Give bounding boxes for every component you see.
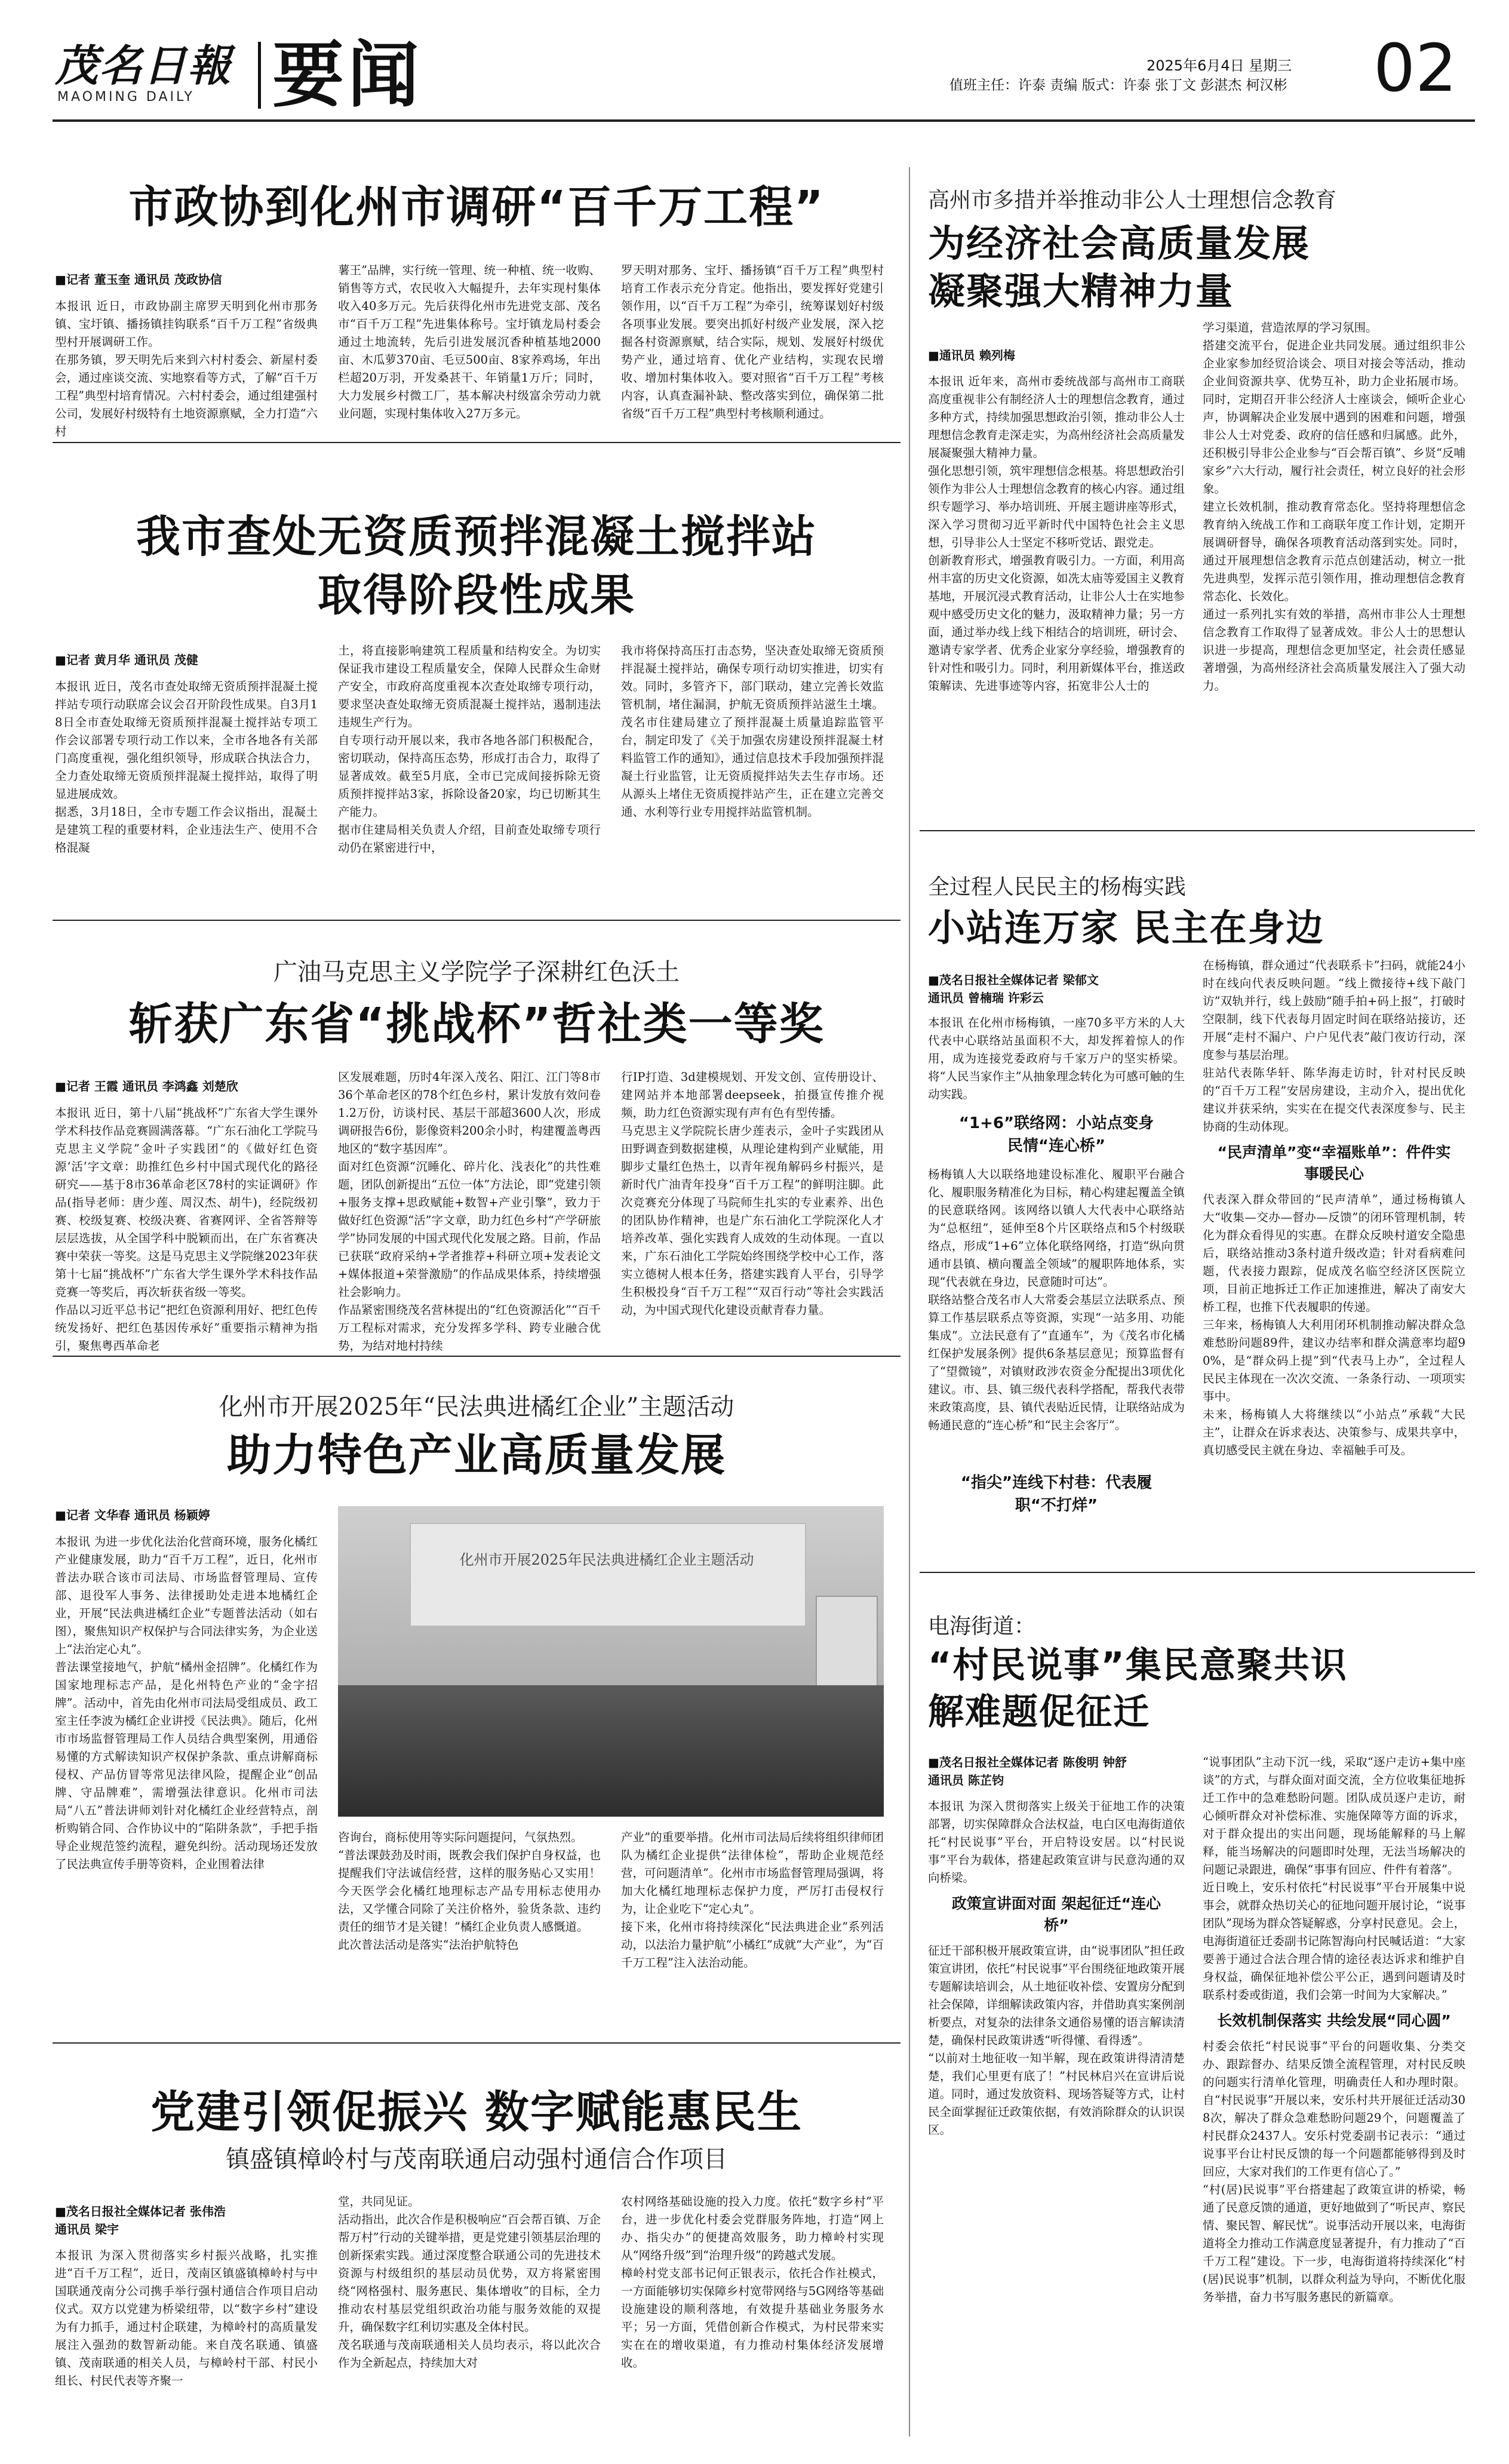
byline-1: ■茂名日报社全媒体记者 张伟浩 bbox=[55, 2204, 226, 2219]
byline: ■记者 文华春 通讯员 杨颖婷 bbox=[55, 1508, 210, 1522]
logo-divider bbox=[258, 42, 261, 109]
section-title: 要闻 bbox=[272, 33, 423, 117]
masthead bbox=[0, 0, 1509, 125]
headline-line-2: 凝聚强大精神力量 bbox=[928, 269, 1234, 313]
kicker: 电海街道： bbox=[928, 1614, 1036, 1639]
kicker: 全过程人民民主的杨梅实践 bbox=[928, 875, 1187, 899]
masthead-rule bbox=[53, 119, 1475, 122]
event-photo bbox=[338, 1506, 884, 1817]
column-2: 土，将直接影响建筑工程质量和结构安全。为切实保证我市建设工程质量安全，保障人民群众生命财产安全，市政府高度重视本次查处取缔专项行动，要求坚决查处取缔无资质混凝土搅拌站，遏制违法违规生产行为。 自专项行动开展以来，我市各地各部门积极配合，密切联动，保持高压态势，形成打击合力，取得了显著成效。截至5月底，全市已完成间接拆除无资质预拌搅拌站3家，拆除设备20家，均已切断其生产能力。 据市住建局相关负责人介绍，目前查处取缔专项行动仍在紧密进行中， bbox=[338, 644, 601, 855]
byline: ■记者 董玉奎 通讯员 茂政协信 bbox=[55, 272, 222, 287]
column-2: 堂，共同见证。 活动指出，此次合作是积极响应“百会帮百镇、万企帮万村”行动的关键举措，更是党建引领基层治理的创新探索实践。通过深度整合联通公司的先进技术资源与村级组织的基层动员优势，双方将紧密围绕“网格强村、服务惠民、集体增收”的目标，全力推动农村基层党组织政治功能与服务效能的双提升，确保数字红利切实惠及全体村民。 茂名联通与茂南联通相关人员均表示，将以此次合作为全新起点，持续加大对 bbox=[338, 2195, 601, 2370]
kicker: 化州市开展2025年“民法典进橘红企业”主题活动 bbox=[219, 1393, 734, 1421]
article-gaozhou-ideals bbox=[920, 131, 1475, 830]
headline-line-2: 解难题促征迁 bbox=[928, 1691, 1150, 1733]
column-3: 我市将保持高压打击态势，坚决查处取缔无资质预拌混凝土搅拌站，确保专项行动切实推进，切实有效。同时，多管齐下，部门联动，建立完善长效监管机制，堵住漏洞，护航无资质预拌站滋生土壤。茂名市住建局建立了预拌混凝土质量追踪监管平台，制定印发了《关于加强农房建设预拌混凝土材料监管工作的通知》，通过信息技术手段加强预拌混凝土行业监管，让无资质搅拌站失去生存市场。还从源头上堵住无资质搅拌站产生，正在建立完善交通、水利等行业专用搅拌站监管机制。 bbox=[621, 644, 884, 819]
kicker: 高州市多措并举推动非公人士理想信念教育 bbox=[928, 188, 1337, 213]
article-yangmei-democracy bbox=[920, 831, 1475, 1572]
headline-line-1: “村民说事”集民意聚共识 bbox=[928, 1645, 1348, 1686]
article-cppcc-survey bbox=[53, 131, 901, 442]
kicker: 广油马克思主义学院学子深耕红色沃土 bbox=[273, 958, 680, 986]
headline: 党建引领促振兴 数字赋能惠民生 bbox=[150, 2087, 803, 2138]
column-2: 咨询台，商标使用等实际问题提问，气氛热烈。 “普法课鼓劲及时雨，既教会我们保护自身权益，也提醒我们守法诚信经营，这样的服务贴心又实用！今天医学会化橘红地理标志产品专用标志使用办法，又学懂合同除了关注价格外，验货条款、违约责任的细节才是关键！”橘红企业负责人感慨道。 此次普法活动是落实“法治护航特色 bbox=[338, 1830, 601, 1952]
logo-text: 茂名日報 bbox=[55, 40, 232, 91]
column-1: 本报讯 为深入贯彻落实上级关于征地工作的决策部署，切实保障群众合法权益，电白区电海街道依托“村民说事”平台，开启特设安居。以“村民说事”平台为载体，搭建起政策宣讲与民意沟通的双向桥梁。 政策宣讲面对面 架起征迁“连心桥” 征迁干部积极开展政策宣讲，由“说事团队”担任政策宣讲团，依托“村民说事”平台围绕征地政策开展专题解读培训会，从土地征收补偿、安置房分配到社会保障，详细解读政策内容，并借助真实案例剖析要点，对复杂的法律条文通俗易懂的语言解读清楚，确保村民政策讲透“听得懂、看得透”。 “以前对土地征收一知半解，现在政策讲得清清楚楚，我们心里更有底了！”村民林启兴在宣讲后说道。同时，通过发放资料、现场答疑等方式，让村民全面掌握征迁政策依据，有效消除群众的认识误区。 bbox=[928, 1799, 1185, 2137]
column-2: 薯王”品牌，实行统一管理、统一种植、统一收购、销售等方式，农民收入大幅提升，去年实现村集体收入40多万元。先后获得化州市先进党支部、茂名市“百千万工程”先进集体称号。宝圩镇龙局村委会通过土地流转，先后引进发展沉香种植基地2000亩、木瓜萝370亩、毛豆500亩、8家养鸡场，年出栏超20万羽，开发桑甚干、年销量1万斤；同时，大力发展乡村微工厂，基本解决村级富余劳动力就业问题，实现村集体收入27万多元。 bbox=[338, 263, 601, 420]
byline-2: 通讯员 陈芷钧 bbox=[928, 1773, 1004, 1787]
subheading-2: “指尖”连线下村巷：代表履职“不打烊” bbox=[960, 1474, 1153, 1514]
logo-english: MAOMING DAILY bbox=[57, 90, 195, 105]
newspaper-logo bbox=[55, 42, 252, 90]
column-2: “说事团队”主动下沉一线，采取“逐户走访+集中座谈”的方式，与群众面对面交流，全方位收集征地拆迁工作中的急难愁盼问题。团队成员逐户走访，耐心倾听群众对补偿标准、实施保障等方面的诉求，对于群众提出的实出问题，现场能解释的马上解释，能当场解决的问题即时处理，无法当场解决的问题记录跟进，确保“事事有回应、件件有着落”。 近日晚上，安乐村依托“村民说事”平台开展集中说事会，就群众热切关心的征地问题开展讨论，“说事团队”现场为群众答疑解惑，分享村民意见。会上，电海街道征迁委副书记陈智海向村民喊话道：“大家要善于通过合法合理合情的途径表达诉求和维护自身权益，确保征地补偿公平公正，遇到问题请及时联系村委或街道，我们会第一时间为大家解决。” 长效机制保落实 共绘发展“同心圆” 村委会依托“村民说事”平台的问题收集、分类交办、跟踪督办、结果反馈全流程管理，对村民反映的问题实行清单化管理，明确责任人和办理时限。自“村民说事”开展以来，安乐村共开展征迁活动308次，解决了群众急难愁盼问题29个，问题覆盖了村民群众2437人。安乐村党委副书记表示：“通过说事平台让村民反馈的每一个问题都能够得到及时回应，大家对我们的工作更有信心了。” “村(居)民说事”平台搭建起了政策宣讲的桥梁，畅通了民意反馈的通道，更好地做到了“听民声、察民情、聚民智、解民忧”。说事活动开展以来，电海街道将全力推动工作满意度显著提升，有力推动了“百千万工程”建设。下一步，电海街道将持续深化“村(居)民说事”机制，以群众利益为导向，不断优化服务举措，奋力书写服务惠民的新篇章。 bbox=[1203, 1755, 1465, 2304]
column-3: 农村网络基础设施的投入力度。依托“数字乡村”平台，进一步优化村委会党群服务阵地，打造“网上办、指尖办”的便捷高效服务，助力樟岭村实现从“网络升级”到“治理升级”的跨越式发展。 樟岭村党支部书记何正银表示，依托合作社模式，一方面能够切实保障乡村宽带网络与5G网络等基础设施建设的顺利落地，有效提升基础业务服务水平；另一方面，凭借创新合作模式，为村民带来实实在在的增收渠道，有力推动村集体经济发展增收。 bbox=[621, 2195, 884, 2370]
column-1-body: 杨梅镇人大以联络地建设标准化、履职平台融合化、履职服务精准化为目标，精心构建起覆盖全镇的民意联络网。该网络以镇人大代表中心联络站为“总枢纽”，延伸至8个片区联络点和5个村级联络点，形成“1+6”立体化联络网络，打造“纵向贯通市县镇、横向覆盖全领域”的履职阵地体系，实现“代表就在身边，民意随时可达”。 联络站整合茂名市人大常委会基层立法联系点、预算工作基层联系点等资源，实现“一站多用、功能集成”。立法民意有了“直通车”，为《茂名市化橘红保护发展条例》提供6条基层意见；预算监督有了“望微镜”，对镇财政涉农资金分配提出3项优化建议。市、县、镇三级代表科学搭配，帮我代表带来政策高度，县、镇代表贴近民情，让联络站成为畅通民意的“连心桥”和“民主会客厅”。 bbox=[928, 1168, 1185, 1432]
column-divider bbox=[909, 167, 910, 2437]
headline: 助力特色产业高质量发展 bbox=[227, 1430, 726, 1481]
column-1: 本报讯 为深入贯彻落实乡村振兴战略，扎实推进“百千万工程”，近日，茂南区镇盛镇樟岭村与中国联通茂南分公司携手举行强村通信合作项目启动仪式。双方以党建为桥梁纽带，以“数字乡村”建设为有力抓手，通过村企联建，为樟岭村的高质量发展注入强劲的数智新动能。来自茂名联通、镇盛镇、茂南联通的相关人员，与樟岭村干部、村民小组长、村民代表等齐聚一 bbox=[55, 2248, 318, 2388]
byline: ■记者 黄月华 通讯员 茂健 bbox=[55, 653, 198, 667]
headline: 小站连万家 民主在身边 bbox=[928, 906, 1324, 950]
byline-1: ■茂名日报社全媒体记者 梁郁文 bbox=[928, 973, 1099, 987]
column-1: 本报讯 近日，第十八届“挑战杯”广东省大学生课外学术科技作品竞赛圆满落幕。“广东石油化工学院马克思主义学院”金叶子实践团“的《做好红色资源‘活’字文章：助推红色乡村中国式现代化的路径研究——基于8市36革命老区78村的实证调研》作品(指导老师：唐少莲、周汉杰、胡牛)，经院级初赛、校级复赛、校级决赛、省赛网评、全省答辩等层层选拔，从全国学科中脱颖而出，在广东省赛决赛中荣获一等奖。这是马克思主义学院继2023年获第十七届“挑战杯”广东省大学生课外学术科技作品竞赛一等奖后，再次斩获省级一等奖。 作品以习近平总书记“把红色资源利用好、把红色传统发扬好、把红色基因传承好”重要指示精神为指引，聚焦粤西革命老 bbox=[55, 1106, 318, 1353]
column-2: 在杨梅镇，群众通过“代表联系卡”扫码，就能24小时在线向代表反映问题。“线上微接待+线下敲门访”双轨并行，线上鼓励“随手拍+码上报”，打破时空限制，线下代表每月固定时间在联络站接访，还开展“走村不漏户、户户见代表”敲门夜访行动，深度参与基层治理。 驻站代表陈华轩、陈华海走访时，针对村民反映的“百千万工程”安居房建设，主动介入，提出优化建议并获采纳，实实在在提交代表深度参与、民主协商的生动体现。 “民声清单”变“幸福账单”：件件实事暖民心 代表深入群众带回的“民声清单”，通过杨梅镇人大“收集—交办—督办—反馈”的闭环管理机制，转化为群众看得见的实惠。在群众反映村道安全隐患后，联络站推动3条村道升级改造；针对看病难问题，代表接力跟踪，促成茂名临空经济区医院立项，目前正地拆迁工作正加速推进，解决了南安大桥工程，也推下代表履职的传递。 三年来，杨梅镇人大利用闭环机制推动解决群众急难愁盼问题89件，建议办结率和群众满意率均超90%，是“群众码上提”到“代表马上办”，全过程人民民主体现在一次次交流、一条条行动、一项项实事中。 未来，杨梅镇人大将继续以“小站点”承载“大民主”，让群众在诉求表达、决策参与、成果共享中，真切感受民主就在身边、幸福触手可及。 bbox=[1203, 958, 1465, 1457]
byline-1: ■茂名日报社全媒体记者 陈俊明 钟舒 bbox=[928, 1755, 1127, 1769]
headline-line-1: 为经济社会高质量发展 bbox=[928, 222, 1311, 265]
editor-credits: 值班主任：许泰 责编 版式：许泰 张丁文 彭湛杰 柯汉彬 bbox=[949, 78, 1287, 93]
column-2: 区发展难题，历时4年深入茂名、阳江、江门等8市36个革命老区的78个红色乡村，累计发放有效问卷1.2万份，访谈村民、基层干部超3600人次，形成调研报告6份，影像资料200余小时，构建覆盖粤西地区的“数字基因库”。 面对红色资源“沉睡化、碎片化、浅表化”的共性难题，团队创新提出“五位一体”方法论，即“党建引领+服务支撑+思政赋能+数智+产业引擎”，致力于做好红色资源“活”字文章，助力红色乡村“产学研旅学”协同发展的中国式现代化发展之路。目前，作品已获联“政府采纳+学者推荐+科研立项+发表论文+媒体报道+荣誉激励”的作品成果体系，持续增强社会影响力。 作品紧密围绕茂名营林提出的“红色资源活化”“百千万工程标对需求，充分发挥多学科、跨专业融合优势，为结对地村持续 bbox=[338, 1070, 601, 1353]
page-number: 02 bbox=[1373, 30, 1457, 106]
byline: ■通讯员 赖列梅 bbox=[928, 348, 1015, 362]
column-1: 本报讯 近日，茂名市查处取缔无资质预拌混凝土搅拌站专项行动联席会议会召开阶段性成果。自3月18日全市查处取缔无资质预拌混凝土搅拌站专项工作会议部署专项行动工作以来，全市各地各有关部门高度重视，强化组织领导，形成联合执法合力，全力查处取缔无资质预拌混凝土搅拌站，取得了明显进展成效。 据悉，3月18日，全市专题工作会议指出，混凝土是建筑工程的重要材料，企业违法生产、使用不合格混凝 bbox=[55, 680, 318, 855]
article-dianhai-village-talk bbox=[920, 1573, 1475, 2451]
photo-banner-text: 化州市开展2025年民法典进橘红企业主题活动 bbox=[459, 1551, 754, 1568]
photo-audience bbox=[338, 1685, 884, 1817]
inline-subheading: “民声清单”变“幸福账单”：件件实事暖民心 bbox=[1217, 1144, 1451, 1182]
byline: ■记者 王霞 通讯员 李鸿鑫 刘楚欣 bbox=[55, 1079, 238, 1093]
headline-line-1: 我市查处无资质预拌混凝土搅拌站 bbox=[136, 511, 817, 563]
byline-2: 通讯员 梁宇 bbox=[55, 2222, 119, 2236]
issue-date: 2025年6月4日 星期三 bbox=[1147, 57, 1292, 74]
article-challenge-cup bbox=[53, 921, 901, 1356]
subheading-1: “1+6”联络网：小站点变身民情“连心桥” bbox=[958, 1114, 1154, 1155]
subhead: 镇盛镇樟岭村与茂南联通启动强村通信合作项目 bbox=[226, 2146, 727, 2173]
article-civil-code bbox=[53, 1357, 901, 2042]
column-3: 行IP打造、3d建模规划、开发文创、宣传册设计、建网站并本地部署deepseek，拍摄宣传推介视频，助力红色资源实现有声有色有型传播。 马克思主义学院院长唐少莲表示，金叶子实践团从田野调查到数据建模，从理论建构到产业赋能，用脚步丈量红色热土，以青年视角解码乡村振兴，是新时代广油青年投身“百千万工程”的鲜明注脚。此次竞赛充分体现了马院师生扎实的专业素养、出色的团队协作精神，也是广东石油化工学院深化人才培养改革、强化实践育人成效的生动体现。一直以来，广东石油化工学院始终围绕学校中心工作，落实立德树人根本任务，搭建实践育人平台，引导学生积极投身“百千万工程”“双百行动”等社会实践活动，为中国式现代化建设贡献青春力量。 bbox=[621, 1070, 884, 1317]
article-concrete-stations bbox=[53, 443, 901, 920]
column-2: 学习渠道，营造浓厚的学习氛围。 搭建交流平台，促进企业共同发展。通过组织非公企业家参加经贸洽谈会、项目对接会等活动，推动企业间资源共享、优势互补，助力企业拓展市场。同时，定期召开非公经济人士座谈会，倾听企业心声，协调解决企业发展中遇到的困难和问题，增强非公人士对党委、政府的信任感和归属感。此外，还积极引导非公企业参与“百会帮百镇”、乡贤“反哺家乡”六大行动，履行社会责任，树立良好的社会形象。 建立长效机制，推动教育常态化。坚持将理想信念教育纳入统战工作和工商联年度工作计划，定期开展调研督导，确保各项教育活动落到实处。同时，通过开展理想信念教育示范点创建活动，树立一批先进典型，发挥示范引领作用，推动理想信念教育常态化、长效化。 通过一系列扎实有效的举措，高州市非公人士理想信念教育工作取得了显著成效。非公人士的思想认识进一步提高，理想信念更加坚定，社会责任感显著增强，为高州经济社会高质量发展注入了强大动力。 bbox=[1203, 321, 1465, 693]
byline-2: 通讯员 曾楠瑞 许彩云 bbox=[928, 991, 1044, 1005]
inline-subheading: 长效机制保落实 共绘发展“同心圆” bbox=[1217, 2012, 1451, 2029]
column-3: 罗天明对那务、宝圩、播扬镇“百千万工程”典型村培育工作表示充分肯定。他指出，要发挥好党建引领作用，以“百千万工程”为牵引，统筹谋划好村级各项事业发展。要突出抓好村级产业发展，深入挖掘各村资源禀赋，结合实际，规划、发展好村级优势产业，通过培育、优化产业结构，实现农民增收、增加村集体收入。要对照省“百千万工程”考核内容，认真查漏补缺、整改落实到位，确保第二批省级“百千万工程”典型村考核顺利通过。 bbox=[621, 263, 884, 420]
headline-line-2: 取得阶段性成果 bbox=[318, 570, 635, 621]
column-1: 本报讯 近年来，高州市委统战部与高州市工商联高度重视非公有制经济人士的理想信念教育，通过多种方式，持续加强思想政治引领，推动非公人士理想信念教育走深走实，为高州经济社会高质量发展凝聚强大精神力量。 强化思想引领，筑牢理想信念根基。将思想政治引领作为非公人士理想信念教育的核心内容。通过组织专题学习、举办培训班、开展主题讲座等形式，深入学习贯彻习近平新时代中国特色社会主义思想，引导非公人士坚定不移听党话、跟党走。 创新教育形式，增强教育吸引力。一方面，利用高州丰富的历史文化资源，如冼太庙等爱国主义教育基地，开展沉浸式教育活动，让非公人士在实地参观中感受历史文化的魅力，汲取精神力量；另一方面，通过举办线上线下相结合的培训班，研讨会、邀请专家学者、优秀企业家分享经验，增强教育的针对性和吸引力。同时，利用新媒体平台，推送政策解读、先进事迹等内容，拓宽非公人士的 bbox=[928, 374, 1185, 693]
headline: 斩获广东省“挑战杯”哲社类一等奖 bbox=[128, 998, 825, 1050]
column-3: 产业”的重要举措。化州市司法局后续将组织律师团队为橘红企业提供“法律体检”，帮助企业规范经营，可问题清单”。化州市市场监督管理局强调，将加大化橘红地理标志保护力度，严厉打击侵权行为，让企业吃下“定心丸”。 接下来，化州市将持续深化“民法典进企业”系列活动，以法治力量护航“小橘红”成就“大产业”，为“百千万工程”注入法治动能。 bbox=[621, 1830, 884, 1970]
column-1: 本报讯 为进一步优化法治化营商环境，服务化橘红产业健康发展，助力“百千万工程”，近日，化州市普法办联合该市司法局、市场监督管理局、宣传部、退役军人事务、法律援助处走进本地橘红企业，开展“民法典进橘红企业”专题普法活动（如右图），聚焦知识产权保护与合同法律实务，为企业送上“法治定心丸”。 普法课堂接地气，护航“橘州金招牌”。化橘红作为国家地理标志产品，是化州特色产业的“金字招牌”。活动中，首先由化州市司法局受组成员、政工室主任李波为橘红企业讲授《民法典》。随后，化州市市场监督管理局工作人员结合典型案例，用通俗易懂的方式解读知识产权保护条款、重点讲解商标侵权、产品仿冒等常见法律风险，提醒企业“创品牌、守品牌难”，需增强法律意识。化州市司法局“八五”普法讲师刘针对化橘红企业经营特点，剖析购销合同、合作协议中的“陷阱条款”，手把手指导企业规范签约流程，避免纠纷。活动现场还发放了民法典宣传手册等资料，企业围着法律 bbox=[55, 1535, 318, 1871]
inline-subheading: 政策宣讲面对面 架起征迁“连心桥” bbox=[951, 1895, 1161, 1934]
headline: 市政协到化州市调研“百千万工程” bbox=[128, 182, 825, 233]
photo-banner-backdrop bbox=[410, 1523, 806, 1627]
column-1: 本报讯 近日，市政协副主席罗天明到化州市那务镇、宝圩镇、播扬镇挂钩联系“百千万工程”省级典型村开展调研工作。 在那务镇，罗天明先后来到六村村委会、新屋村委会，通过座谈交流、实地察看等方式，了解“百千万工程”典型村培育情况。六村村委会，通过组建强村公司，发展好村级特有土地资源禀赋，全力打造“六村 bbox=[55, 299, 318, 438]
photo-stage-screen bbox=[816, 1596, 878, 1694]
column-1-lead: 本报讯 在化州市杨梅镇，一座70多平方米的人大代表中心联络站虽面积不大，却发挥着惊人的作用，成为连接党委政府与千家万户的坚实桥梁。将“人民当家作主”从抽象理念转化为可感可触的生动实践。 bbox=[928, 1016, 1185, 1101]
article-digital-village bbox=[53, 2044, 901, 2450]
